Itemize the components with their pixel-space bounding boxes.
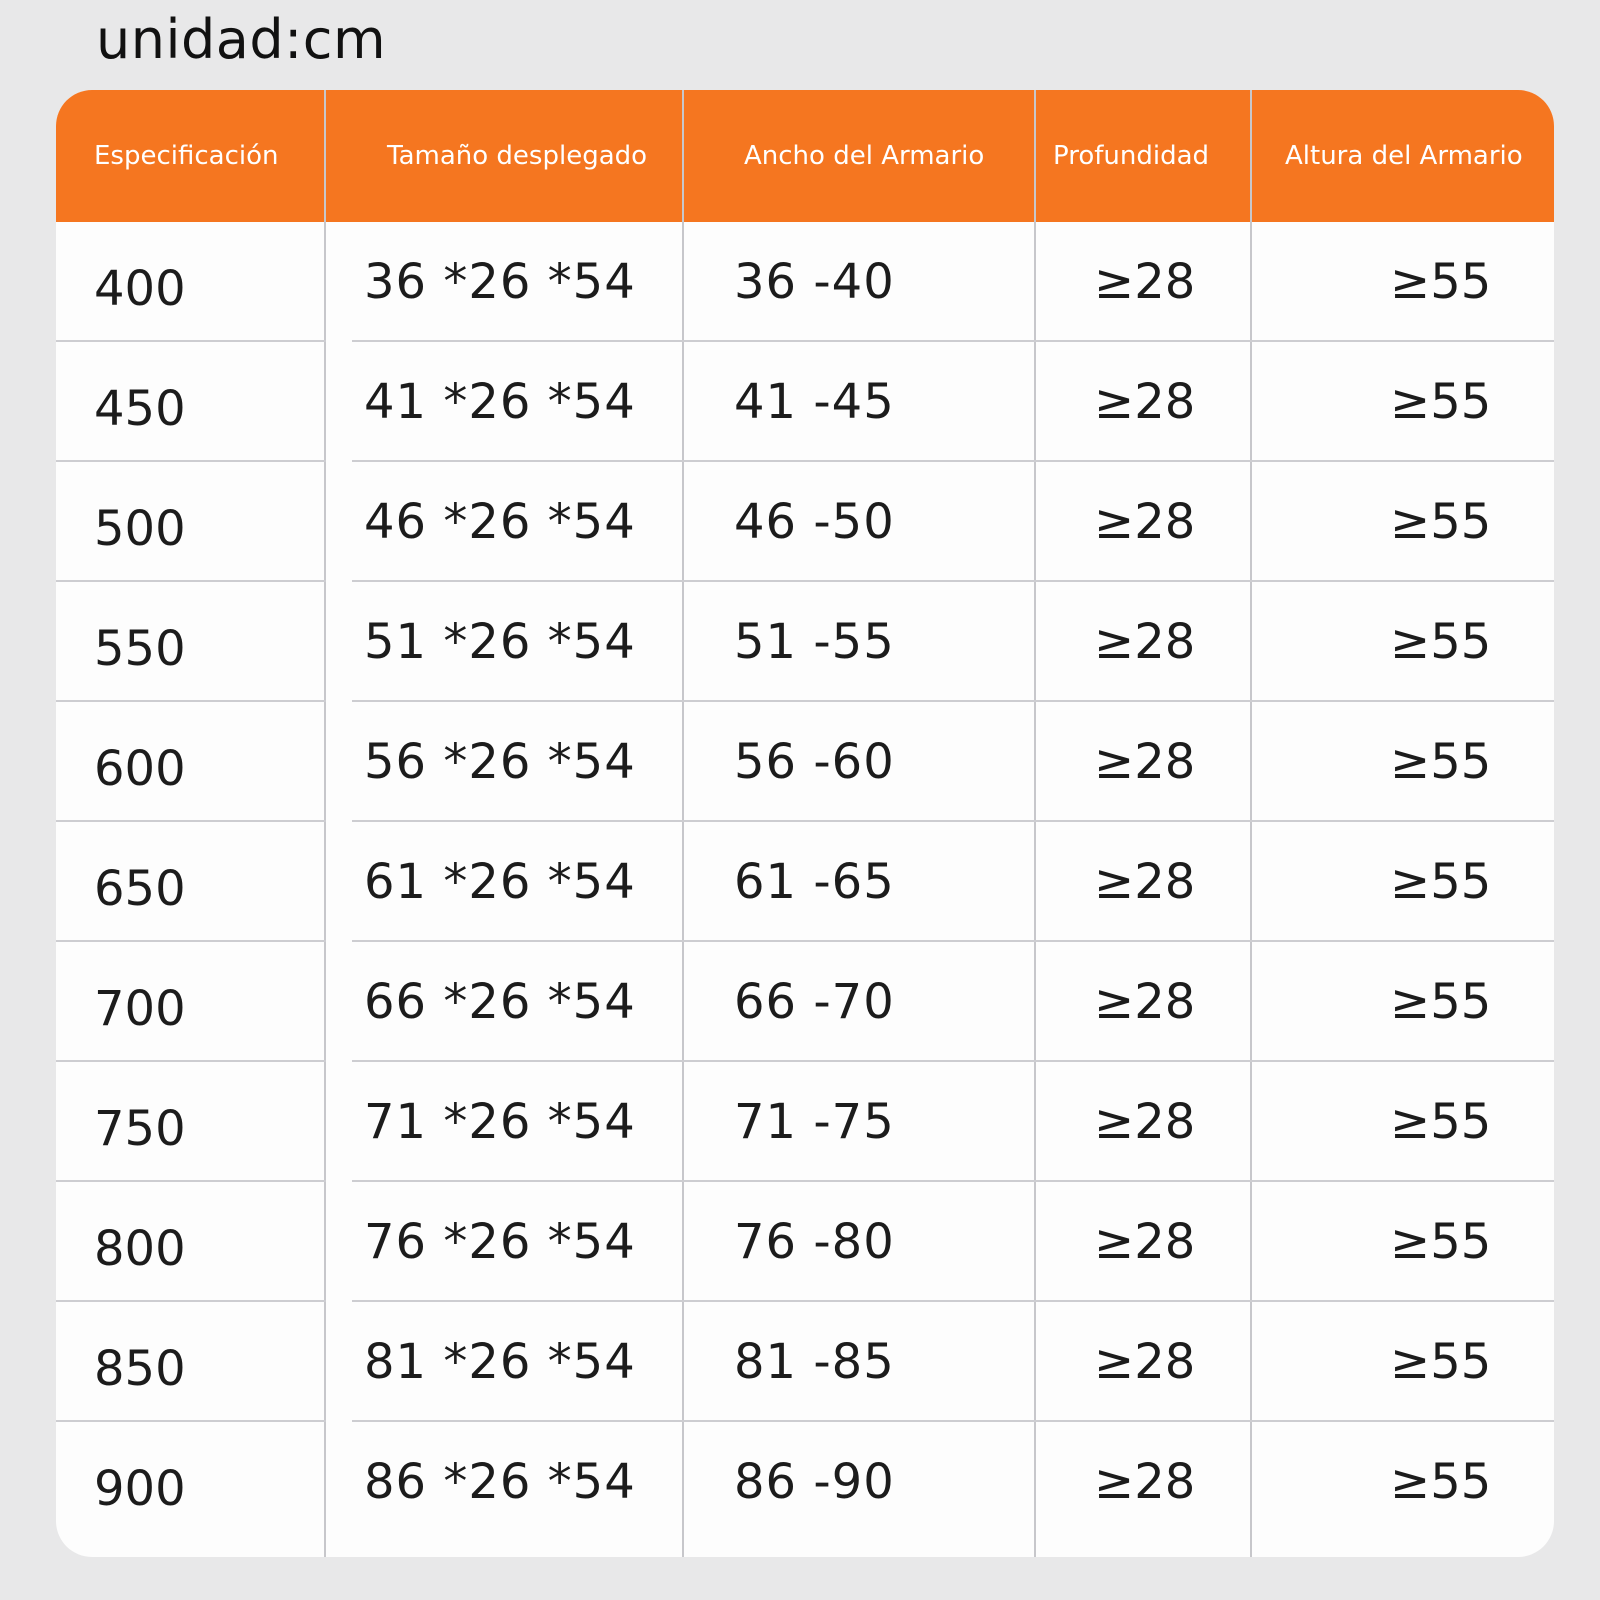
cell-cabinet-height: ≥55 [1390,254,1492,310]
table-row [56,942,1554,1062]
cell-cabinet-height: ≥55 [1390,1094,1492,1150]
cell-cabinet-width: 46 -50 [734,494,895,550]
cell-cabinet-width: 71 -75 [734,1094,895,1150]
cell-depth: ≥28 [1094,1334,1196,1390]
cell-cabinet-height: ≥55 [1390,974,1492,1030]
cell-unfolded-size: 41 *26 *54 [364,374,636,430]
cell-depth: ≥28 [1094,1454,1196,1510]
cell-unfolded-size: 71 *26 *54 [364,1094,636,1150]
cell-depth: ≥28 [1094,254,1196,310]
cell-unfolded-size: 46 *26 *54 [364,494,636,550]
cell-unfolded-size: 51 *26 *54 [364,614,636,670]
cell-unfolded-size: 66 *26 *54 [364,974,636,1030]
cell-unfolded-size: 56 *26 *54 [364,734,636,790]
cell-cabinet-height: ≥55 [1390,1214,1492,1270]
cell-cabinet-width: 61 -65 [734,854,895,910]
cell-specification: 600 [94,741,186,797]
cell-unfolded-size: 86 *26 *54 [364,1454,636,1510]
cell-depth: ≥28 [1094,854,1196,910]
table-row [56,222,1554,342]
cell-unfolded-size: 81 *26 *54 [364,1334,636,1390]
column-header-specification: Especificación [94,141,279,171]
cell-cabinet-width: 51 -55 [734,614,895,670]
table-row [56,582,1554,702]
cell-cabinet-height: ≥55 [1390,854,1492,910]
cell-cabinet-height: ≥55 [1390,614,1492,670]
cell-cabinet-width: 66 -70 [734,974,895,1030]
table-row [56,1422,1554,1542]
column-header-unfolded-size: Tamaño desplegado [387,141,648,171]
column-header-cabinet-height: Altura del Armario [1285,141,1523,171]
cell-depth: ≥28 [1094,734,1196,790]
cell-cabinet-height: ≥55 [1390,1454,1492,1510]
cell-specification: 500 [94,501,186,557]
cell-specification: 450 [94,381,186,437]
cell-specification: 550 [94,621,186,677]
table-row [56,822,1554,942]
table-row [56,1182,1554,1302]
table-header [56,90,1554,222]
cell-unfolded-size: 61 *26 *54 [364,854,636,910]
cell-specification: 750 [94,1101,186,1157]
column-header-depth: Profundidad [1053,141,1210,171]
table-row [56,702,1554,822]
cell-depth: ≥28 [1094,614,1196,670]
cell-specification: 800 [94,1221,186,1277]
table-row [56,462,1554,582]
cell-depth: ≥28 [1094,374,1196,430]
cell-cabinet-height: ≥55 [1390,734,1492,790]
cell-depth: ≥28 [1094,974,1196,1030]
cell-cabinet-width: 36 -40 [734,254,895,310]
cell-cabinet-width: 56 -60 [734,734,895,790]
cell-cabinet-height: ≥55 [1390,374,1492,430]
cell-specification: 650 [94,861,186,917]
table-row [56,342,1554,462]
cell-cabinet-width: 41 -45 [734,374,895,430]
table-row [56,1302,1554,1422]
size-table [56,90,1554,1557]
cell-cabinet-height: ≥55 [1390,494,1492,550]
table-row [56,1062,1554,1182]
cell-cabinet-width: 86 -90 [734,1454,895,1510]
cell-specification: 900 [94,1461,186,1517]
cell-specification: 850 [94,1341,186,1397]
cell-cabinet-width: 81 -85 [734,1334,895,1390]
cell-depth: ≥28 [1094,494,1196,550]
cell-depth: ≥28 [1094,1094,1196,1150]
column-header-cabinet-width: Ancho del Armario [744,141,985,171]
cell-cabinet-width: 76 -80 [734,1214,895,1270]
cell-specification: 700 [94,981,186,1037]
cell-depth: ≥28 [1094,1214,1196,1270]
cell-cabinet-height: ≥55 [1390,1334,1492,1390]
cell-specification: 400 [94,261,186,317]
cell-unfolded-size: 36 *26 *54 [364,254,636,310]
unit-label: unidad:cm [96,8,387,71]
cell-unfolded-size: 76 *26 *54 [364,1214,636,1270]
